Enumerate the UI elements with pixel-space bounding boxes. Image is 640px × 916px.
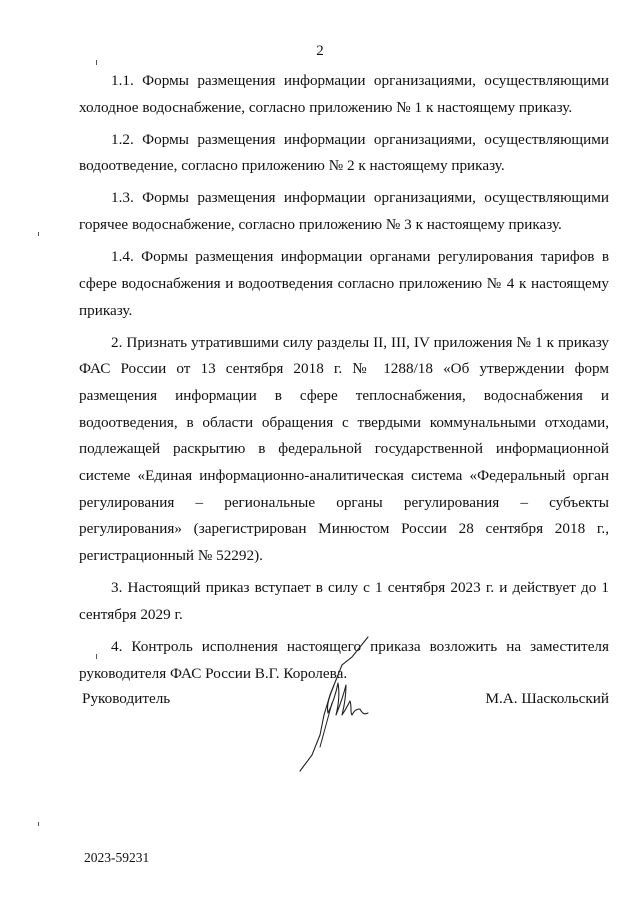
page-number: 2 <box>316 43 324 59</box>
paragraph-1-2: 1.2. Формы размещения информации организациями, осуществляющими водоотведение, согласно приложению № 2 к настоящему приказу. <box>79 130 609 175</box>
paragraph-4: 4. Контроль исполнения настоящего приказа возложить на заместителя руководителя ФАС России В.Г. Королева. <box>79 637 609 682</box>
paragraph-1-1: 1.1. Формы размещения информации организациями, осуществляющими холодное водоснабжение, согласно приложению № 1 к настоящему приказу. <box>79 72 609 116</box>
paragraph-1-4: 1.4. Формы размещения информации органами регулирования тарифов в сфере водоснабжения и водоотведения согласно приложению № 4 к настоящему приказу. <box>79 248 609 319</box>
signer-title: Руководитель <box>82 690 171 707</box>
document-number: 2023-59231 <box>84 850 150 865</box>
paragraph-1-3: 1.3. Формы размещения информации организациями, осуществляющими горячее водоснабжение, согласно приложению № 3 к настоящему приказу. <box>79 189 609 234</box>
scan-mark <box>38 232 39 236</box>
signer-name: М.А. Шаскольский <box>485 690 609 707</box>
document-body <box>79 68 609 693</box>
scan-mark <box>96 654 97 659</box>
paragraph-2: 2. Признать утратившими силу разделы II, III, IV приложения № 1 к приказу ФАС России от 13 сентября 2018 г. № 1288/18 «Об утверждении форм размещения информации в сфере теплоснабжения, водоснабжения и водоотведения, в области обращения с твердыми коммунальными отходами, подлежащей раскрытию в федеральной государственной информационной системе «Единая информационно-аналитическая система «Федеральный орган регулирования – региональные органы регулирования – субъекты регулирования» (зарегистрирован Минюстом России 28 сентября 2018 г., регистрационный № 52292). <box>79 333 609 565</box>
paragraph-3: 3. Настоящий приказ вступает в силу с 1 сентября 2023 г. и действует до 1 сентября 2029 г. <box>79 579 609 623</box>
handwritten-signature <box>290 635 400 775</box>
scan-mark <box>96 60 97 65</box>
scan-mark <box>38 822 39 826</box>
